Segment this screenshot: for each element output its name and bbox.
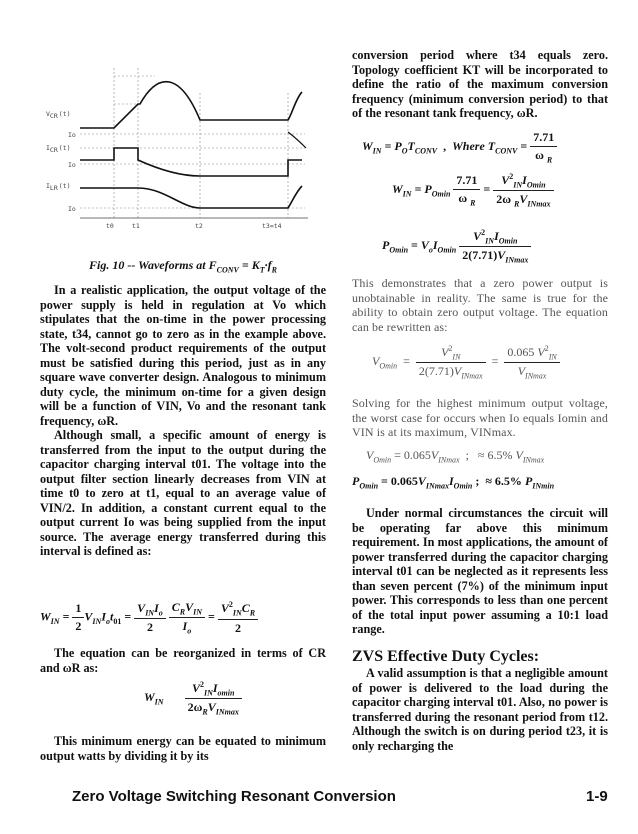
icr-waveform xyxy=(80,148,302,176)
io-label-3: Io xyxy=(68,205,76,213)
paragraph: A valid assumption is that a negligible amount of power is delivered to the load during the capacitor charging interval t01. Also, no power is transferred during the resonant period from t12. Although the switch is on during period t23, it is only recharging the xyxy=(352,666,608,753)
ilr-waveform xyxy=(80,186,302,208)
vcr-label: VCR(t) xyxy=(46,110,71,120)
vcr-waveform xyxy=(80,82,302,128)
section-heading: ZVS Effective Duty Cycles: xyxy=(352,648,540,665)
page-number: 1-9 xyxy=(586,788,608,805)
icr-label: ICR(t) xyxy=(46,144,71,154)
time-label-t2: t2 xyxy=(195,222,203,230)
paragraph: In a realistic application, the output voltage of the power supply is held in regulation at Vo which stipulates that the on-time in the power processing state, t34, cannot go to zero as in the example above. The volt-second product requirements of the output must be satisfied during this period, just as in any square wave converter design. Analogous to minimum duty cycle, the minimum on-time for a given design will be a function of VIN, Vo and the resonant tank frequency, ωR. xyxy=(40,283,326,428)
io-label-2: Io xyxy=(68,161,76,169)
footer-title: Zero Voltage Switching Resonant Conversion xyxy=(72,788,396,805)
equation-vomin-pct: $V_{Omin} = 0.065V_{INmax}$ ; ≈ 6.5% $V_{INmax}$ xyxy=(366,448,545,465)
paragraph: The equation can be reorganized in terms of CR and ωR as: xyxy=(40,646,326,675)
io-label-1: Io xyxy=(68,131,76,139)
paragraph: This minimum energy can be equated to minimum output watts by dividing it by its xyxy=(40,734,326,763)
equation-win-conv: $W_{IN} = P_OT_{CONV}$ , Where $T_{CONV}$ = $\frac{7.71}{\omega _R}$ xyxy=(362,130,557,164)
equation-pomin-pct: $P_{Omin} = 0.065V_{INmax}I_{Omin}$ ; ≈ 6.5% $P_{INmin}$ xyxy=(352,474,555,491)
time-label-t1: t1 xyxy=(132,222,140,230)
paragraph: conversion period where t34 equals zero. Topology coefficient KT will be incorporated to define the ratio of the maximum conversion frequency (minimum conversion period) to that of the resonant tank frequency, ωR. xyxy=(352,48,608,120)
paragraph: Solving for the highest minimum output voltage, the worst case for occurs when Io equals Iomin and VIN is at its maximum, VINmax. xyxy=(352,396,608,439)
equation-win-pomin: $W_{IN} = P_{Omin}$ $\frac{7.71}{\omega _R}$ = $\frac{V^2_{IN}I_{Omin}}{2\omega _RV_{INmax}}$ xyxy=(392,172,554,209)
paragraph: This demonstrates that a zero power output is unobtainable in reality. The same is true for the ability to obtain zero output voltage. The equation can be rewritten as: xyxy=(352,276,608,334)
figure-caption: Fig. 10 -- Waveforms at $F_{CONV} = K_T\cdot f_R$ xyxy=(89,258,277,275)
equation-energy-reorganized: $W_{IN}$ $\frac{V^2_{IN}I_{omin}}{2\omega_RV_{INmax}}$ xyxy=(144,680,242,717)
time-label-t0: t0 xyxy=(106,222,114,230)
time-label-t3: t3=t4 xyxy=(262,222,282,230)
equation-energy-interval: $W_{IN}$ = $\frac{1}{2}$ $V_{IN}I_ot_{01}$ = $\frac{V_{IN}I_o}{2}$ $\frac{C_RV_{IN}}{I_o}$ = $\frac{V^2_{IN}C_R}{2}$ xyxy=(40,600,326,636)
paragraph: Under normal circumstances the circuit will be operating far above this minimum requirement. In most applications, the amount of power transferred during the capacitor charging interval t01 can be neglected as it represents less than seven percent (7%) of the minimum input power. This corresponds to less than one percent of the total input power assuming a 10:1 load range. xyxy=(352,506,608,636)
paragraph: Although small, a specific amount of energy is transferred from the input to the output during the capacitor charging interval t01. The voltage into the output filter section linearly decreases from VIN at time t0 to zero at t1, equal to an average value of VIN/2. In addition, a constant current equal to the output current Io was being supplied from the input source. The average energy transferred during this interval is defined as: xyxy=(40,428,326,558)
equation-pomin: $P_{Omin} = V_oI_{Omin}$ $\frac{V^2_{IN}I_{Omin}}{2(7.71)V_{INmax}}$ xyxy=(382,228,531,265)
equation-vomin: $V_{Omin}$ = $\frac{V^2_{IN}}{2(7.71)V_{INmax}}$ = $\frac{0.065 V^2_{IN}}{V_{INmax}}$ xyxy=(372,344,560,381)
ilr-label: ILR(t) xyxy=(46,182,71,192)
